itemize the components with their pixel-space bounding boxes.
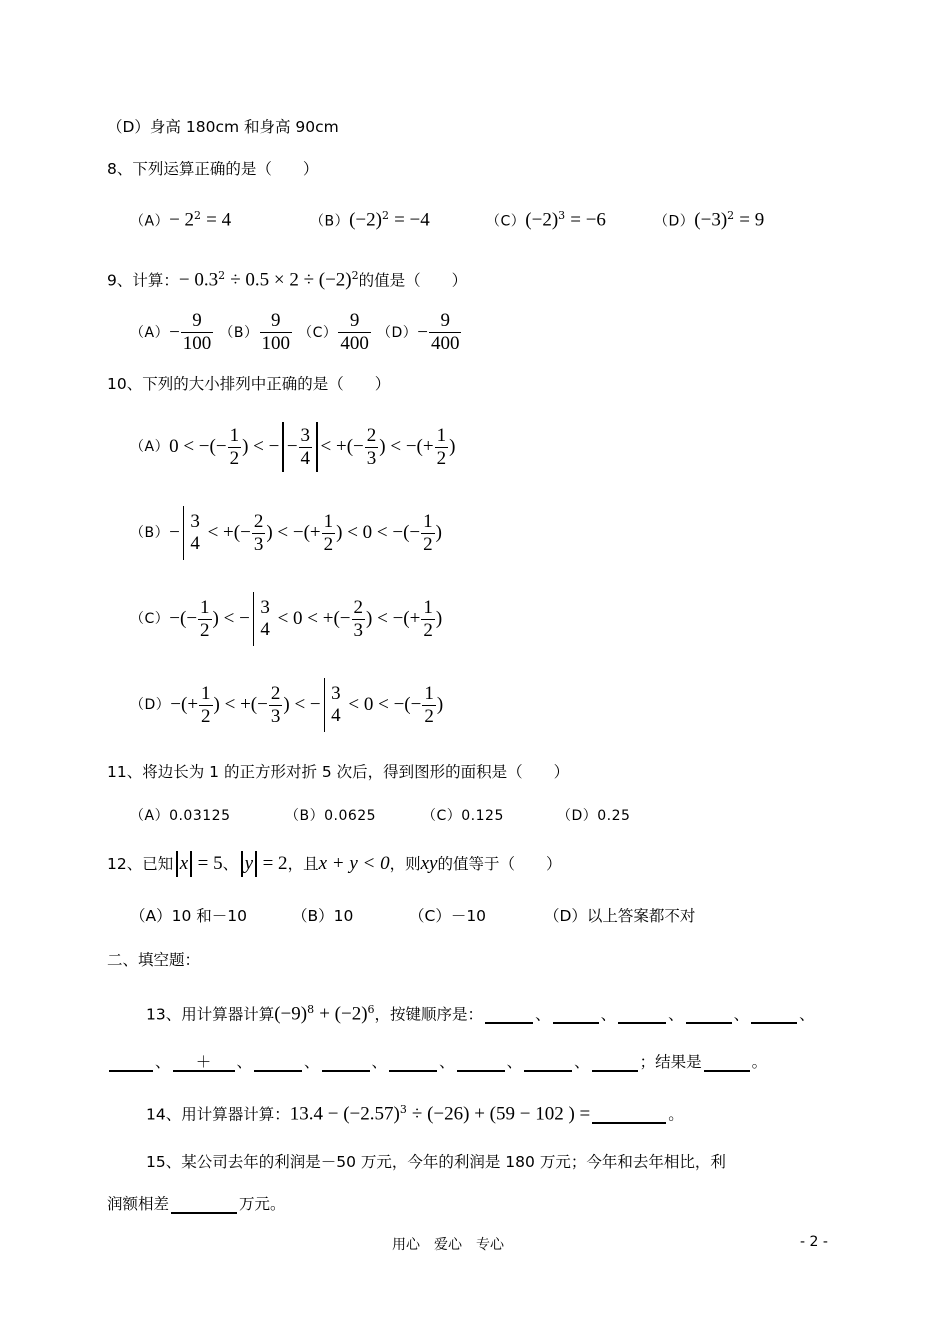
answer-blank[interactable] <box>751 1004 797 1024</box>
q13-line1: 13、用计算器计算$(-9)^8 + (-2)^6$，按键顺序是： 、 、 、 、 、 <box>146 1003 815 1025</box>
abs-bar <box>183 506 185 560</box>
q8-options <box>130 206 764 231</box>
q8-option-b: $(B)(-2)^2 = -4$ <box>310 209 430 231</box>
answer-blank[interactable] <box>686 1004 732 1024</box>
q9-option-a: （A） − $\frac{9}{100}$ <box>130 310 212 354</box>
q7-option-d: （D）身高 180cm 和身高 90cm <box>107 118 339 136</box>
answer-blank[interactable] <box>254 1052 302 1072</box>
q11-options <box>130 806 630 826</box>
answer-blank[interactable] <box>618 1004 666 1024</box>
q8-option-d: $(D)(-3)^2 = 9$ <box>654 209 765 231</box>
q10-option-d: （D） −(+ $\frac{1}{2}$ ) < +(− $\frac{2}{3}$ ) < − 3 4 < 0 < −(− $\frac{1}{2}$ ) <box>130 680 443 730</box>
answer-blank[interactable] <box>457 1052 505 1072</box>
abs-bar <box>316 422 318 472</box>
q11-option-d: （D）0.25 <box>557 808 631 824</box>
abs-bar <box>282 422 284 472</box>
section2-title: 二、填空题： <box>107 951 201 969</box>
q12-option-d: （D）以上答案都不对 <box>544 907 696 925</box>
answer-blank[interactable] <box>322 1052 370 1072</box>
q9-stem: 9、计算：− $0.3^2 \div 0.5 \times 2 \div (-2)^2$的值是（ ） <box>107 269 468 291</box>
q10-option-a: （A） 0 < −(− $\frac{1}{2}$ ) < − − $\frac{3}{4}$ < +(− $\frac{2}{3}$ ) < −(+ $\frac{1}{2}$ ) <box>130 422 455 472</box>
q11-option-b: （B）0.0625 <box>285 808 377 824</box>
answer-blank[interactable] <box>109 1052 153 1072</box>
footer-motto: 用心 爱心 专心 <box>392 1237 504 1253</box>
answer-blank[interactable] <box>524 1052 572 1072</box>
q14-stem: 14、用计算器计算：$13.4 - (-2.57)^3 \div (-26) + (59 - 102$ ) = 。 <box>146 1103 684 1125</box>
q9-option-c: （C） $\frac{9}{400}$ <box>298 310 369 354</box>
q9-options <box>130 310 462 360</box>
answer-blank[interactable] <box>171 1194 237 1214</box>
q10-option-b: （B） − 3 4 < +(− $\frac{2}{3}$ ) < −(+ $\frac{1}{2}$ ) < 0 < −(− $\frac{1}{2}$ ) <box>130 508 442 558</box>
q8-option-c: $(C)(-2)^3 = -6$ <box>486 209 606 231</box>
q8-option-a: $(A)- 2^2 = 4$ <box>130 209 232 231</box>
q12-option-c: （C）－10 <box>409 907 487 925</box>
abs-bar <box>324 678 326 732</box>
q12-stem: 12、已知 x = 5 、 y = 2 ，且 x + y < 0 ，则 xy 的值等于（ ） <box>107 850 562 878</box>
q15-line2: 润额相差 万元。 <box>107 1195 286 1213</box>
q8-stem: 8、下列运算正确的是（ ） <box>107 160 319 178</box>
q11-stem: 11、将边长为 1 的正方形对折 5 次后，得到图形的面积是（ ） <box>107 763 570 781</box>
q15-line1: 15、某公司去年的利润是－50 万元，今年的利润是 180 万元；今年和去年相比，利 <box>146 1153 726 1171</box>
abs-bar <box>253 592 255 646</box>
answer-blank[interactable] <box>592 1052 638 1072</box>
answer-blank[interactable] <box>485 1004 533 1024</box>
page-number: - 2 - <box>800 1234 828 1250</box>
answer-blank[interactable] <box>389 1052 437 1072</box>
q10-stem: 10、下列的大小排列中正确的是（ ） <box>107 375 391 393</box>
q10-option-c: （C） −(− $\frac{1}{2}$ ) < − 3 4 < 0 < +(− $\frac{2}{3}$ ) < −(+ $\frac{1}{2}$ ) <box>130 594 442 644</box>
answer-blank-result[interactable] <box>704 1052 750 1072</box>
answer-blank-plus[interactable]: ＋ <box>173 1052 235 1072</box>
q9-option-b: （B） $\frac{9}{100}$ <box>219 310 290 354</box>
answer-blank[interactable] <box>553 1004 599 1024</box>
q12-options <box>130 906 695 926</box>
q12-option-b: （B）10 <box>292 907 354 925</box>
answer-blank[interactable] <box>592 1104 666 1124</box>
q13-line2: 、 ＋ 、 、 、 、 、 、 ；结果是 。 <box>107 1052 767 1072</box>
q12-option-a: （A）10 和－10 <box>130 907 247 925</box>
q9-option-d: （D） − $\frac{9}{400}$ <box>376 310 460 354</box>
q11-option-c: （C）0.125 <box>422 808 504 824</box>
q11-option-a: （A）0.03125 <box>130 808 231 824</box>
